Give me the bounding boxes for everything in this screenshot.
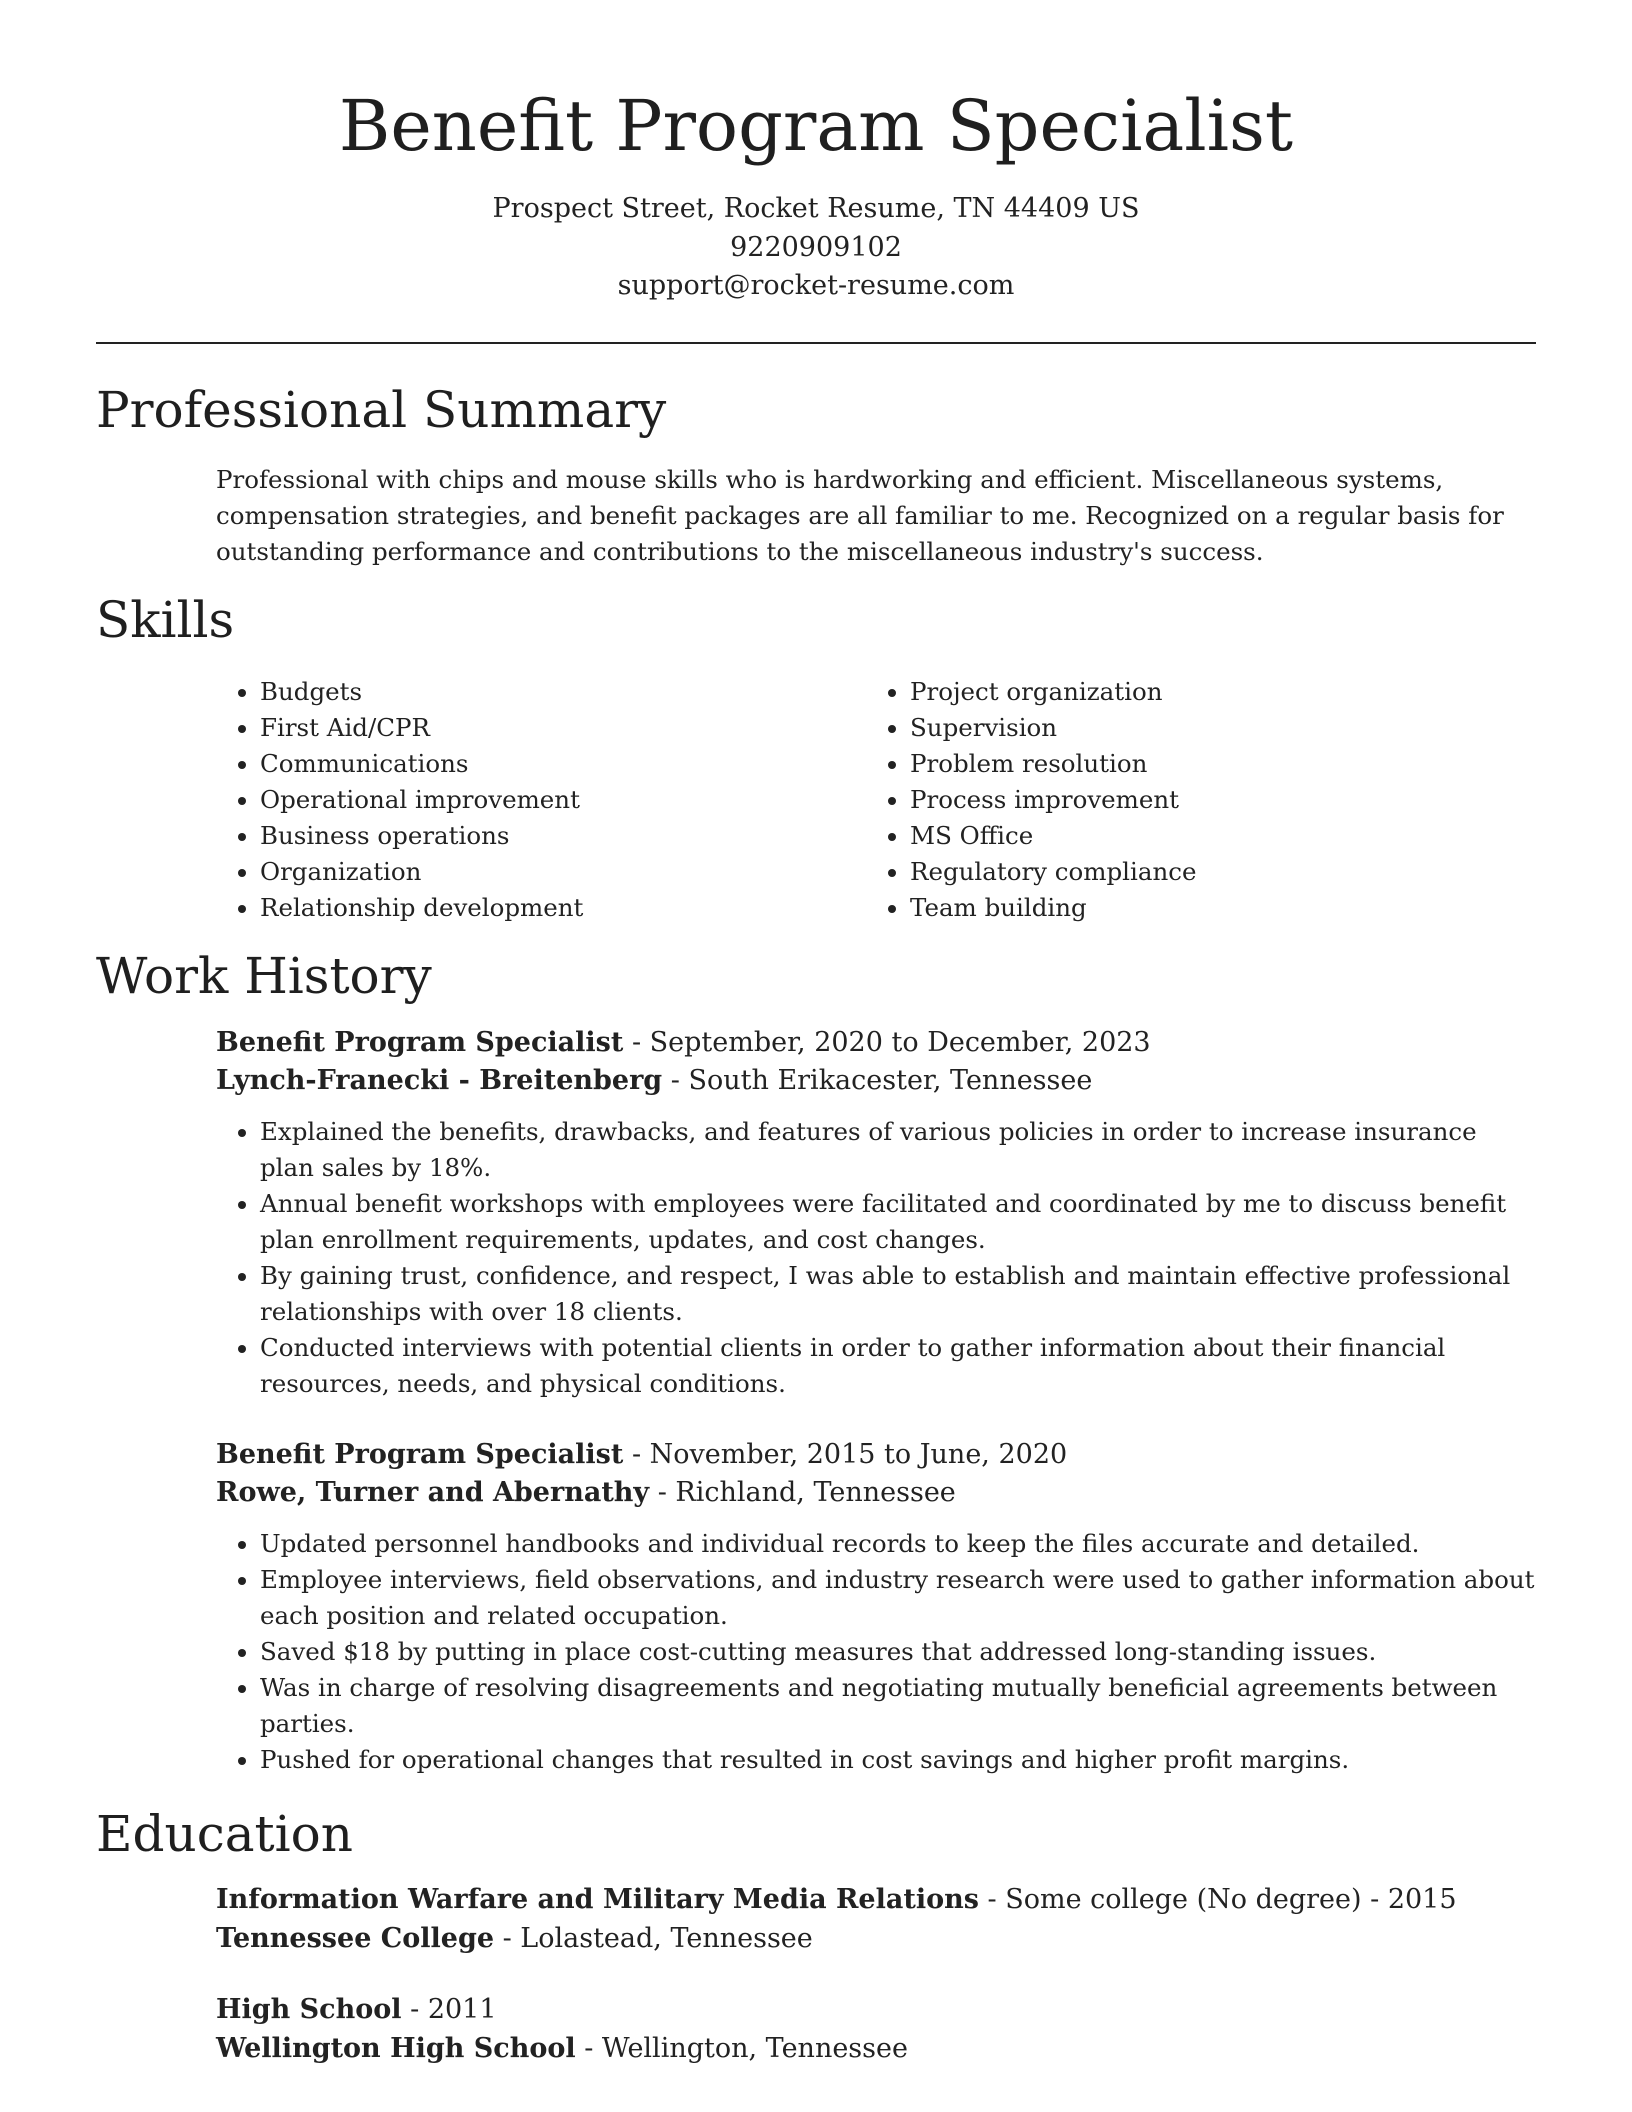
skills-list-left [216,674,860,926]
education-location: - Lolastead, Tennessee [494,1923,813,1954]
resume-title: Benefit Program Specialist [338,85,1294,167]
education-field-line [216,1880,1536,1919]
skill-item: • Process improvement [910,782,1530,818]
job-title: Benefit Program Specialist [216,1439,624,1470]
skill-item: • Business operations [260,818,860,854]
skill-item: • Organization [260,854,860,890]
skill-item: • MS Office [910,818,1530,854]
education-school-line [216,2029,1536,2068]
work-history-heading: Work History [96,947,432,1005]
education-field: Information Warfare and Military Media Relations [216,1884,979,1915]
education-school: Tennessee College [216,1923,495,1954]
contact-email: support@rocket-resume.com [617,270,1015,301]
skill-item: • Operational improvement [260,782,860,818]
education-field: High School [216,1994,402,2025]
skill-item: • Relationship development [260,890,860,926]
job-entry [216,1436,1536,1778]
job-bullet: • Updated personnel handbooks and individual records to keep the files accurate and detailed. [260,1526,1536,1562]
job-bullets [216,1114,1536,1402]
job-bullets [216,1526,1536,1778]
job-bullet: • By gaining trust, confidence, and respect, I was able to establish and maintain effective professional relationships with over 18 clients. [260,1258,1536,1330]
job-company: Lynch-Franecki - Breitenberg [216,1065,663,1096]
education-heading: Education [96,1805,353,1863]
education-entry [216,1880,1536,1958]
job-entry [216,1024,1536,1402]
skill-item: • Budgets [260,674,860,710]
job-company: Rowe, Turner and Abernathy [216,1477,650,1508]
job-bullet: • Conducted interviews with potential clients in order to gather information about their financial resources, needs, and physical conditions. [260,1330,1536,1402]
education-entry [216,1990,1536,2068]
skills-heading: Skills [96,591,235,649]
skill-item: • Communications [260,746,860,782]
education-school-line [216,1919,1536,1958]
job-company-line [216,1474,1536,1512]
job-bullet: • Annual benefit workshops with employees were facilitated and coordinated by me to discuss benefit plan enrollment requirements, updates, and cost changes. [260,1186,1536,1258]
job-title: Benefit Program Specialist [216,1027,624,1058]
skills-list-right [866,674,1530,926]
education-field-line [216,1990,1536,2029]
skill-item: • Supervision [910,710,1530,746]
skill-item: • Regulatory compliance [910,854,1530,890]
skill-item: • Project organization [910,674,1530,710]
header-divider [96,342,1536,344]
contact-address: Prospect Street, Rocket Resume, TN 44409 US [492,193,1140,224]
summary-text: Professional with chips and mouse skills who is hardworking and efficient. Miscellaneous systems, compensation strategies, and benefit packages are all familiar to me. Recognized on a regular basis for outstanding performance and contributions to the miscellaneous industry's success. [216,465,1504,566]
job-bullet: • Explained the benefits, drawbacks, and features of various policies in order to increase insurance plan sales by 18%. [260,1114,1536,1186]
job-company-line [216,1062,1536,1100]
job-location: - South Erikacester, Tennessee [662,1065,1093,1096]
skill-item: • First Aid/CPR [260,710,860,746]
job-bullet: • Was in charge of resolving disagreements and negotiating mutually beneficial agreements between parties. [260,1670,1536,1742]
job-bullet: • Pushed for operational changes that resulted in cost savings and higher profit margins. [260,1742,1536,1778]
skill-item: • Team building [910,890,1530,926]
job-bullet: • Employee interviews, field observations, and industry research were used to gather information about each position and related occupation. [260,1562,1536,1634]
education-degree: - 2011 [401,1994,497,2025]
job-dates: - November, 2015 to June, 2020 [623,1439,1068,1470]
contact-phone: 9220909102 [730,232,902,263]
skill-item: • Problem resolution [910,746,1530,782]
summary-heading: Professional Summary [96,381,667,439]
job-title-line [216,1024,1536,1062]
job-dates: - September, 2020 to December, 2023 [623,1027,1151,1058]
education-degree: - Some college (No degree) - 2015 [978,1884,1457,1915]
job-title-line [216,1436,1536,1474]
education-school: Wellington High School [216,2033,576,2064]
job-bullet: • Saved $18 by putting in place cost-cutting measures that addressed long-standing issues. [260,1634,1536,1670]
education-location: - Wellington, Tennessee [575,2033,908,2064]
job-location: - Richland, Tennessee [649,1477,956,1508]
